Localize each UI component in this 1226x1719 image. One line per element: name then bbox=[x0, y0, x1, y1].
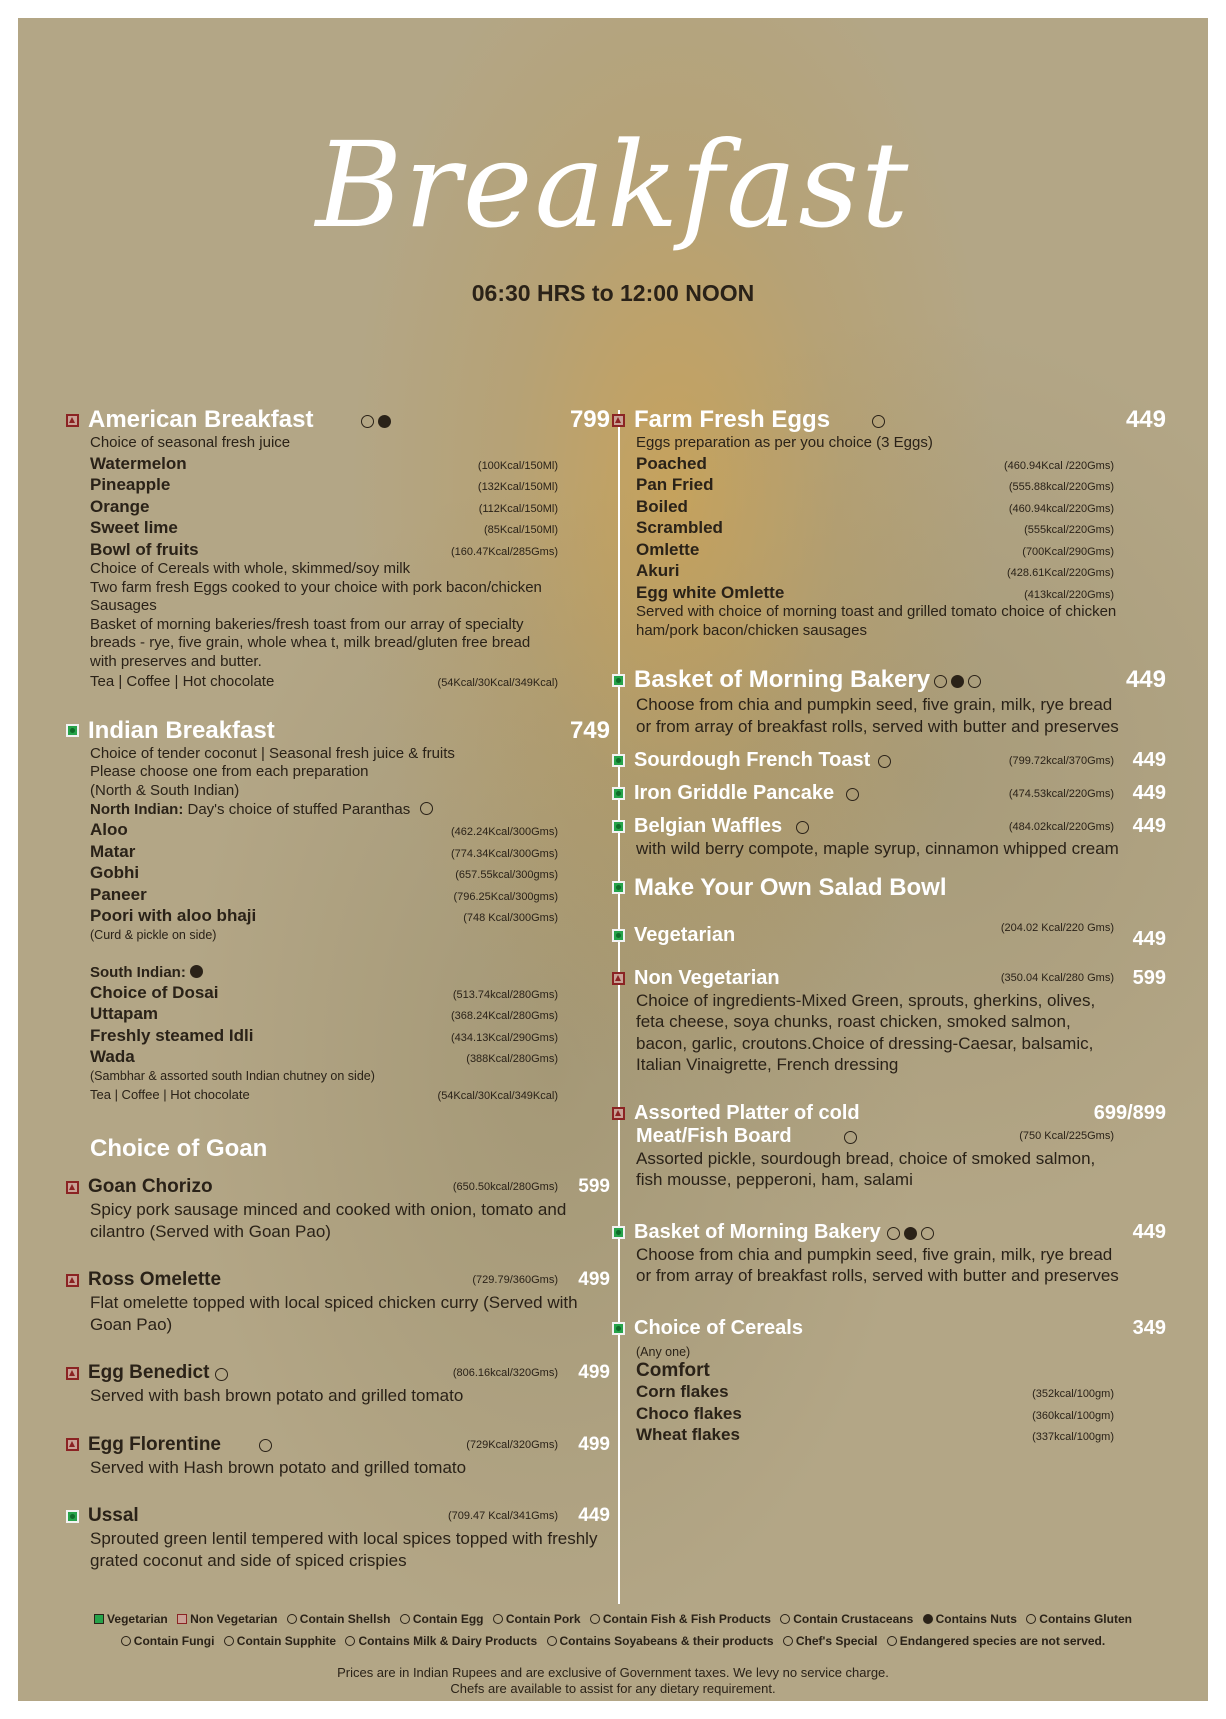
dish-name: Iron Griddle Pancake bbox=[634, 782, 835, 804]
item-name: Paneer bbox=[90, 884, 147, 904]
item-description: Sprouted green lentil tempered with local spices topped with freshly grated coconut and side of spiced crispies bbox=[90, 1529, 598, 1570]
waffles-header bbox=[636, 815, 1166, 838]
veg-icon bbox=[612, 1322, 625, 1335]
dish-name-line2: Meat/Fish Board bbox=[636, 1124, 792, 1147]
price-note: Prices are in Indian Rupees and are exclusive of Government taxes. We levy no service charge. bbox=[337, 1665, 889, 1680]
dish-name: Vegetarian bbox=[634, 923, 736, 946]
contain-egg-icon bbox=[887, 1227, 900, 1240]
veg-icon bbox=[612, 929, 625, 942]
crustaceans-icon bbox=[780, 1614, 790, 1624]
item-kcal: (729Kcal/320Gms) bbox=[466, 1438, 558, 1451]
veg-icon bbox=[612, 754, 625, 767]
salad-nonveg-section bbox=[636, 967, 1166, 1076]
menu-item-row bbox=[90, 1003, 610, 1025]
beverage-row bbox=[90, 1084, 610, 1106]
goan-item bbox=[90, 1504, 610, 1571]
american-breakfast-section bbox=[90, 406, 610, 693]
waffles-section bbox=[636, 815, 1166, 860]
menu-item-row bbox=[90, 539, 610, 561]
north-text: Day's choice of stuffed Paranthas bbox=[187, 801, 411, 818]
legend-label: Vegetarian bbox=[107, 1612, 168, 1626]
contains-nuts-icon bbox=[904, 1227, 917, 1240]
item-name: Poori with aloo bhaji bbox=[90, 906, 257, 925]
item-kcal: (650.50kcal/280Gms) bbox=[452, 1181, 558, 1193]
legend-item bbox=[287, 1612, 391, 1626]
legend-label: Contain Pork bbox=[505, 1612, 581, 1626]
item-description: Choice of tender coconut | Seasonal fresh juice & fruits bbox=[90, 744, 455, 762]
contain-sulphite-icon bbox=[968, 675, 981, 688]
item-description: Served with bash brown potato and grilled tomato bbox=[90, 1386, 464, 1405]
dish-price: 449 bbox=[1125, 666, 1166, 693]
dish-name: Basket of Morning Bakery bbox=[634, 666, 931, 693]
endangered-species-icon bbox=[887, 1636, 897, 1646]
indian-breakfast-section bbox=[90, 717, 610, 1106]
item-name: Choice of Dosai bbox=[90, 982, 219, 1002]
cereals-note: (Any one) bbox=[636, 1344, 691, 1359]
legend-item bbox=[923, 1612, 1017, 1626]
menu-item-row bbox=[90, 819, 610, 841]
dish-name: Sourdough French Toast bbox=[634, 749, 871, 771]
veg-icon bbox=[66, 1510, 79, 1523]
dish-name: American Breakfast bbox=[88, 406, 314, 433]
item-name: Corn flakes bbox=[636, 1382, 729, 1401]
goan-item bbox=[90, 1433, 610, 1479]
legend-label: Contain Fungi bbox=[133, 1634, 215, 1648]
soyabean-icon bbox=[547, 1636, 557, 1646]
item-kcal: (657.55kcal/300gms) bbox=[455, 869, 558, 881]
item-name: Omlette bbox=[636, 539, 700, 559]
legend-label: Contains Gluten bbox=[1039, 1612, 1132, 1626]
item-description: Basket of morning bakeries/fresh toast from our array of specialty breads - rye, five grain, whole whea t, milk bread/gluten free bread with preserves and butter. bbox=[90, 615, 531, 670]
item-kcal: (85Kcal/150Ml) bbox=[484, 524, 558, 536]
item-description: (North & South Indian) bbox=[90, 781, 240, 799]
menu-item-row bbox=[636, 474, 1166, 496]
item-price: 449 bbox=[578, 1505, 610, 1526]
item-name: Matar bbox=[90, 841, 136, 861]
item-description: Choose from chia and pumpkin seed, five grain, milk, rye bread or from array of breakfast rolls, served with butter and preserves bbox=[636, 1244, 1119, 1285]
contain-egg-icon bbox=[878, 755, 891, 768]
item-name: Wheat flakes bbox=[636, 1425, 740, 1444]
non-veg-icon bbox=[66, 1274, 79, 1287]
legend-label: Contain Supphite bbox=[236, 1634, 337, 1648]
farm-eggs-header bbox=[636, 406, 1166, 434]
salad-header bbox=[636, 874, 1166, 902]
dish-name: Basket of Morning Bakery bbox=[634, 1220, 881, 1243]
beverage-row bbox=[90, 671, 610, 693]
contain-egg-icon bbox=[846, 788, 859, 801]
item-kcal: (460.94Kcal /220Gms) bbox=[1003, 459, 1114, 472]
veg-icon bbox=[66, 724, 79, 737]
dish-name: Farm Fresh Eggs bbox=[634, 406, 831, 433]
item-kcal: (132Kcal/150Ml) bbox=[477, 481, 558, 493]
dish-price: 799 bbox=[569, 406, 610, 433]
beverage-options: Tea | Coffee | Hot chocolate bbox=[90, 673, 275, 690]
contains-nuts-icon bbox=[190, 965, 203, 978]
veg-icon bbox=[612, 820, 625, 833]
legend-item bbox=[94, 1612, 168, 1626]
legend-label: Non Vegetarian bbox=[190, 1612, 278, 1626]
non-veg-icon bbox=[66, 414, 79, 427]
dish-price: 449 bbox=[1132, 749, 1166, 771]
legend-item bbox=[780, 1612, 913, 1626]
veg-icon bbox=[612, 787, 625, 800]
contain-sulphite-icon bbox=[921, 1227, 934, 1240]
item-kcal: (112Kcal/150Ml) bbox=[478, 502, 558, 515]
dairy-icon bbox=[345, 1636, 355, 1646]
legend-item bbox=[1026, 1612, 1132, 1626]
contains-nuts-icon bbox=[378, 415, 391, 428]
item-name: Choco flakes bbox=[636, 1403, 742, 1423]
menu-item-row bbox=[636, 517, 1166, 539]
pancake-section bbox=[636, 782, 1166, 805]
toast-section bbox=[636, 749, 1166, 772]
dish-name: Belgian Waffles bbox=[634, 815, 783, 837]
item-description: Spicy pork sausage minced and cooked with onion, tomato and cilantro (Served with Goan Pao) bbox=[90, 1200, 567, 1241]
menu-item-row bbox=[90, 905, 610, 927]
item-kcal: (413kcal/220Gms) bbox=[1024, 588, 1114, 601]
goan-item-header bbox=[90, 1433, 610, 1457]
goan-item-header bbox=[90, 1504, 610, 1528]
item-kcal: (352kcal/100gm) bbox=[1032, 1388, 1114, 1400]
item-description: Please choose one from each preparation bbox=[90, 763, 369, 780]
item-price: 499 bbox=[578, 1433, 610, 1455]
column-divider bbox=[618, 410, 620, 1604]
menu-item-row bbox=[90, 862, 610, 884]
sulphite-icon bbox=[224, 1636, 234, 1646]
legend-item bbox=[177, 1612, 277, 1626]
dish-price: 449 bbox=[1132, 927, 1166, 950]
side-note: (Sambhar & assorted south Indian chutney on side) bbox=[90, 1068, 375, 1083]
item-name: Poached bbox=[636, 453, 707, 473]
menu-item-row bbox=[636, 560, 1166, 582]
menu-item-row bbox=[90, 884, 610, 906]
goan-item bbox=[90, 1175, 610, 1242]
non-veg-icon bbox=[66, 1181, 79, 1194]
item-name: Watermelon bbox=[90, 453, 187, 473]
legend-item bbox=[400, 1612, 484, 1626]
item-description: Served with choice of morning toast and grilled tomato choice of chicken ham/pork bacon/chicken sausages bbox=[636, 603, 1117, 639]
item-name: Egg Benedict bbox=[88, 1362, 210, 1383]
item-kcal: (700Kcal/290Gms) bbox=[1022, 545, 1114, 558]
sub-heading: Comfort bbox=[636, 1359, 710, 1381]
fish-icon bbox=[590, 1614, 600, 1624]
dish-name: Assorted Platter of cold bbox=[634, 1101, 860, 1124]
dish-name: Make Your Own Salad Bowl bbox=[634, 873, 947, 901]
cereals-section bbox=[636, 1317, 1166, 1446]
legend-label: Contain Crustaceans bbox=[793, 1612, 914, 1626]
item-kcal: (555.88kcal/220Gms) bbox=[1008, 481, 1114, 493]
item-description: with wild berry compote, maple syrup, cinnamon whipped cream bbox=[636, 839, 1119, 858]
menu-item-row bbox=[90, 474, 610, 496]
item-name: Pineapple bbox=[90, 475, 171, 494]
contain-egg-icon bbox=[215, 1368, 228, 1381]
dish-price: 449 bbox=[1132, 1220, 1166, 1243]
contains-nuts-icon bbox=[951, 675, 964, 688]
item-kcal: (484.02kcal/220Gms) bbox=[1008, 820, 1114, 833]
fungi-icon bbox=[121, 1636, 131, 1646]
item-kcal: (750 Kcal/225Gms) bbox=[1019, 1130, 1114, 1142]
chefs-special-icon bbox=[783, 1636, 793, 1646]
goan-item bbox=[90, 1268, 610, 1335]
item-name: Ross Omelette bbox=[88, 1269, 222, 1290]
beverage-kcal: (54Kcal/30Kcal/349Kcal) bbox=[437, 1089, 558, 1102]
bakery-header-2 bbox=[636, 1221, 1166, 1244]
item-name: Gobhi bbox=[90, 863, 140, 882]
goan-item-header bbox=[90, 1175, 610, 1199]
legend-label: Contains Milk & Dairy Products bbox=[358, 1634, 538, 1648]
pancake-header bbox=[636, 782, 1166, 805]
platter-header-line2 bbox=[636, 1125, 1166, 1148]
menu-item-row bbox=[90, 453, 610, 475]
item-kcal: (799.72kcal/370Gms) bbox=[1008, 754, 1114, 767]
contain-egg-icon bbox=[796, 821, 809, 834]
item-kcal: (774.34Kcal/300Gms) bbox=[451, 847, 558, 860]
item-name: Pan Fried bbox=[636, 475, 714, 494]
nuts-icon bbox=[923, 1614, 933, 1624]
contain-egg-icon bbox=[420, 802, 433, 815]
juice-note: Choice of seasonal fresh juice bbox=[90, 434, 291, 451]
item-description: Flat omelette topped with local spiced chicken curry (Served with Goan Pao) bbox=[90, 1293, 578, 1334]
dietary-note: Chefs are available to assist for any dietary requirement. bbox=[450, 1681, 776, 1696]
service-hours: 06:30 HRS to 12:00 NOON bbox=[471, 280, 755, 306]
legend-item bbox=[783, 1634, 878, 1648]
dish-price: 449 bbox=[1132, 782, 1166, 804]
menu-page bbox=[18, 18, 1208, 1701]
item-description: Choice of Cereals with whole, skimmed/soy milk bbox=[90, 560, 411, 577]
menu-item-row bbox=[90, 982, 610, 1004]
item-kcal: (160.47Kcal/285Gms) bbox=[451, 545, 558, 558]
veg-icon bbox=[612, 674, 625, 687]
menu-item-row bbox=[90, 517, 610, 539]
item-kcal: (434.13Kcal/290Gms) bbox=[451, 1031, 558, 1044]
veg-icon bbox=[612, 1226, 625, 1239]
dish-price: 449 bbox=[1132, 815, 1166, 837]
item-name: Orange bbox=[90, 496, 150, 516]
item-name: Uttapam bbox=[90, 1004, 159, 1023]
legend-label: Chef's Special bbox=[795, 1634, 878, 1648]
menu-item-row bbox=[636, 582, 1166, 604]
item-kcal: (460.94kcal/220Gms) bbox=[1008, 502, 1114, 515]
item-name: Sweet lime bbox=[90, 518, 178, 537]
item-kcal: (462.24Kcal/300Gms) bbox=[451, 826, 558, 838]
contain-egg-icon bbox=[934, 675, 947, 688]
item-kcal: (748 Kcal/300Gms) bbox=[463, 912, 558, 924]
item-name: Boiled bbox=[636, 496, 688, 516]
north-indian-label bbox=[90, 800, 610, 819]
contain-egg-icon bbox=[259, 1439, 272, 1452]
beverage-options: Tea | Coffee | Hot chocolate bbox=[90, 1086, 250, 1102]
legend-item bbox=[345, 1634, 537, 1648]
item-kcal: (709.47 Kcal/341Gms) bbox=[447, 1510, 558, 1522]
platter-header bbox=[636, 1102, 1166, 1125]
item-name: Wada bbox=[90, 1047, 135, 1066]
non-veg-icon bbox=[66, 1367, 79, 1380]
legend-label: Contain Shellsh bbox=[299, 1612, 391, 1626]
non-veg-icon bbox=[612, 1107, 625, 1120]
item-kcal: (204.02 Kcal/220 Gms) bbox=[1000, 921, 1114, 934]
legend-item bbox=[121, 1634, 215, 1648]
item-name: Bowl of fruits bbox=[90, 539, 199, 559]
veg-icon bbox=[612, 881, 625, 894]
bakery-header bbox=[636, 666, 1166, 694]
bakery-section-2 bbox=[636, 1221, 1166, 1287]
right-column bbox=[636, 406, 1166, 1446]
item-description: Choice of ingredients-Mixed Green, sprouts, gherkins, olives, feta cheese, soya chunks, roast chicken, smoked salmon, bacon, garlic, croutons.Choice of dressing-Caesar, balsamic, Italian Vinaigrette, French dressing bbox=[636, 990, 1096, 1074]
egg-icon bbox=[400, 1614, 410, 1624]
item-kcal: (729.79/360Gms) bbox=[472, 1274, 558, 1286]
menu-item-row bbox=[636, 1381, 1166, 1403]
contain-egg-icon bbox=[361, 415, 374, 428]
item-kcal: (806.16kcal/320Gms) bbox=[452, 1367, 558, 1379]
non-veg-icon bbox=[612, 972, 625, 985]
menu-item-row bbox=[636, 1424, 1166, 1446]
item-name: Egg white Omlette bbox=[636, 582, 785, 602]
goan-heading: Choice of Goan bbox=[90, 1135, 268, 1162]
menu-item-row bbox=[90, 496, 610, 518]
item-price: 599 bbox=[578, 1176, 610, 1197]
menu-item-row bbox=[636, 539, 1166, 561]
dish-price: 449 bbox=[1125, 406, 1166, 433]
legend-label: Contain Egg bbox=[412, 1612, 484, 1626]
south-label: South Indian: bbox=[90, 963, 186, 981]
left-column bbox=[90, 406, 610, 1571]
item-name: Egg Florentine bbox=[88, 1433, 221, 1455]
item-kcal: (513.74kcal/280Gms) bbox=[452, 988, 558, 1001]
goan-item bbox=[90, 1361, 610, 1407]
item-description: Two farm fresh Eggs cooked to your choice with pork bacon/chicken Sausages bbox=[90, 578, 542, 614]
contain-egg-icon bbox=[872, 415, 885, 428]
item-kcal: (388Kcal/280Gms) bbox=[466, 1053, 558, 1065]
goan-item-header bbox=[90, 1268, 610, 1292]
goan-item-header bbox=[90, 1361, 610, 1385]
menu-item-row bbox=[636, 1403, 1166, 1425]
dish-name: Choice of Cereals bbox=[634, 1316, 803, 1339]
shellfish-icon bbox=[287, 1614, 297, 1624]
legend-item bbox=[224, 1634, 336, 1648]
legend-label: Endangered species are not served. bbox=[899, 1634, 1106, 1648]
item-name: Goan Chorizo bbox=[88, 1176, 213, 1197]
menu-title: Breakfast bbox=[315, 116, 911, 254]
american-breakfast-header bbox=[90, 406, 610, 434]
dish-price: 349 bbox=[1132, 1316, 1166, 1339]
non-veg-icon bbox=[66, 1438, 79, 1451]
legend-label: Contains Nuts bbox=[935, 1612, 1017, 1626]
item-description: Served with Hash brown potato and grilled tomato bbox=[90, 1457, 467, 1477]
legend-row-1 bbox=[18, 1612, 1208, 1626]
legend-item bbox=[547, 1634, 774, 1648]
item-name: Akuri bbox=[636, 561, 680, 580]
legend-item bbox=[590, 1612, 771, 1626]
menu-item-row bbox=[90, 841, 610, 863]
item-kcal: (796.25Kcal/300gms) bbox=[453, 890, 558, 903]
legend-label: Contain Fish & Fish Products bbox=[602, 1612, 771, 1626]
item-kcal: (360kcal/100gm) bbox=[1032, 1409, 1114, 1422]
beverage-kcal: (54Kcal/30Kcal/349Kcal) bbox=[437, 677, 558, 689]
salad-veg-section bbox=[634, 921, 1166, 950]
north-label: North Indian: bbox=[90, 801, 184, 818]
salad-section bbox=[636, 874, 1166, 902]
dish-name: Indian Breakfast bbox=[88, 716, 275, 744]
item-description: Assorted pickle, sourdough bread, choice of smoked salmon, fish mousse, pepperoni, ham, salami bbox=[636, 1148, 1096, 1189]
cereals-sub bbox=[636, 1360, 1166, 1382]
toast-header bbox=[636, 749, 1166, 772]
item-price: 499 bbox=[578, 1362, 610, 1383]
legend-item bbox=[493, 1612, 581, 1626]
dish-price: 599 bbox=[1132, 966, 1166, 989]
veg-icon bbox=[94, 1614, 104, 1624]
cereals-header bbox=[636, 1317, 1166, 1340]
indian-breakfast-header bbox=[90, 717, 610, 745]
legend-item bbox=[887, 1634, 1105, 1648]
non-veg-icon bbox=[177, 1614, 187, 1624]
item-description: Choose from chia and pumpkin seed, five grain, milk, rye bread or from array of breakfast rolls, served with butter and preserves bbox=[636, 695, 1119, 736]
item-name: Ussal bbox=[88, 1505, 139, 1526]
menu-item-row bbox=[636, 496, 1166, 518]
legend-label: Contains Soyabeans & their products bbox=[559, 1634, 774, 1648]
menu-item-row bbox=[90, 1025, 610, 1047]
item-price: 499 bbox=[578, 1269, 610, 1290]
menu-item-row bbox=[90, 1046, 610, 1068]
salad-veg-header bbox=[634, 921, 1166, 950]
legend-row-2 bbox=[18, 1634, 1208, 1648]
item-kcal: (350.04 Kcal/280 Gms) bbox=[1000, 972, 1114, 984]
item-kcal: (337kcal/100gm) bbox=[1032, 1431, 1114, 1443]
farm-eggs-section bbox=[636, 406, 1166, 640]
bakery-section bbox=[636, 666, 1166, 737]
south-indian-label bbox=[90, 963, 610, 982]
item-name: Aloo bbox=[90, 820, 128, 839]
contain-egg-icon bbox=[844, 1131, 857, 1144]
pork-icon bbox=[493, 1614, 503, 1624]
eggs-note: Eggs preparation as per you choice (3 Eggs) bbox=[636, 434, 933, 451]
dish-price: 699/899 bbox=[1093, 1101, 1166, 1124]
item-kcal: (428.61Kcal/220Gms) bbox=[1007, 567, 1114, 579]
dish-name: Non Vegetarian bbox=[634, 966, 780, 989]
salad-nonveg-header bbox=[636, 967, 1166, 990]
item-kcal: (555kcal/220Gms) bbox=[1024, 524, 1114, 536]
item-kcal: (100Kcal/150Ml) bbox=[477, 459, 558, 472]
item-kcal: (368.24Kcal/280Gms) bbox=[451, 1010, 558, 1022]
menu-item-row bbox=[636, 453, 1166, 475]
gluten-icon bbox=[1026, 1614, 1036, 1624]
item-name: Freshly steamed Idli bbox=[90, 1025, 254, 1045]
item-name: Scrambled bbox=[636, 518, 723, 537]
item-kcal: (474.53kcal/220Gms) bbox=[1008, 787, 1114, 800]
platter-section bbox=[636, 1102, 1166, 1191]
dish-price: 749 bbox=[569, 716, 610, 744]
side-note: (Curd & pickle on side) bbox=[90, 927, 217, 942]
non-veg-icon bbox=[612, 414, 625, 427]
